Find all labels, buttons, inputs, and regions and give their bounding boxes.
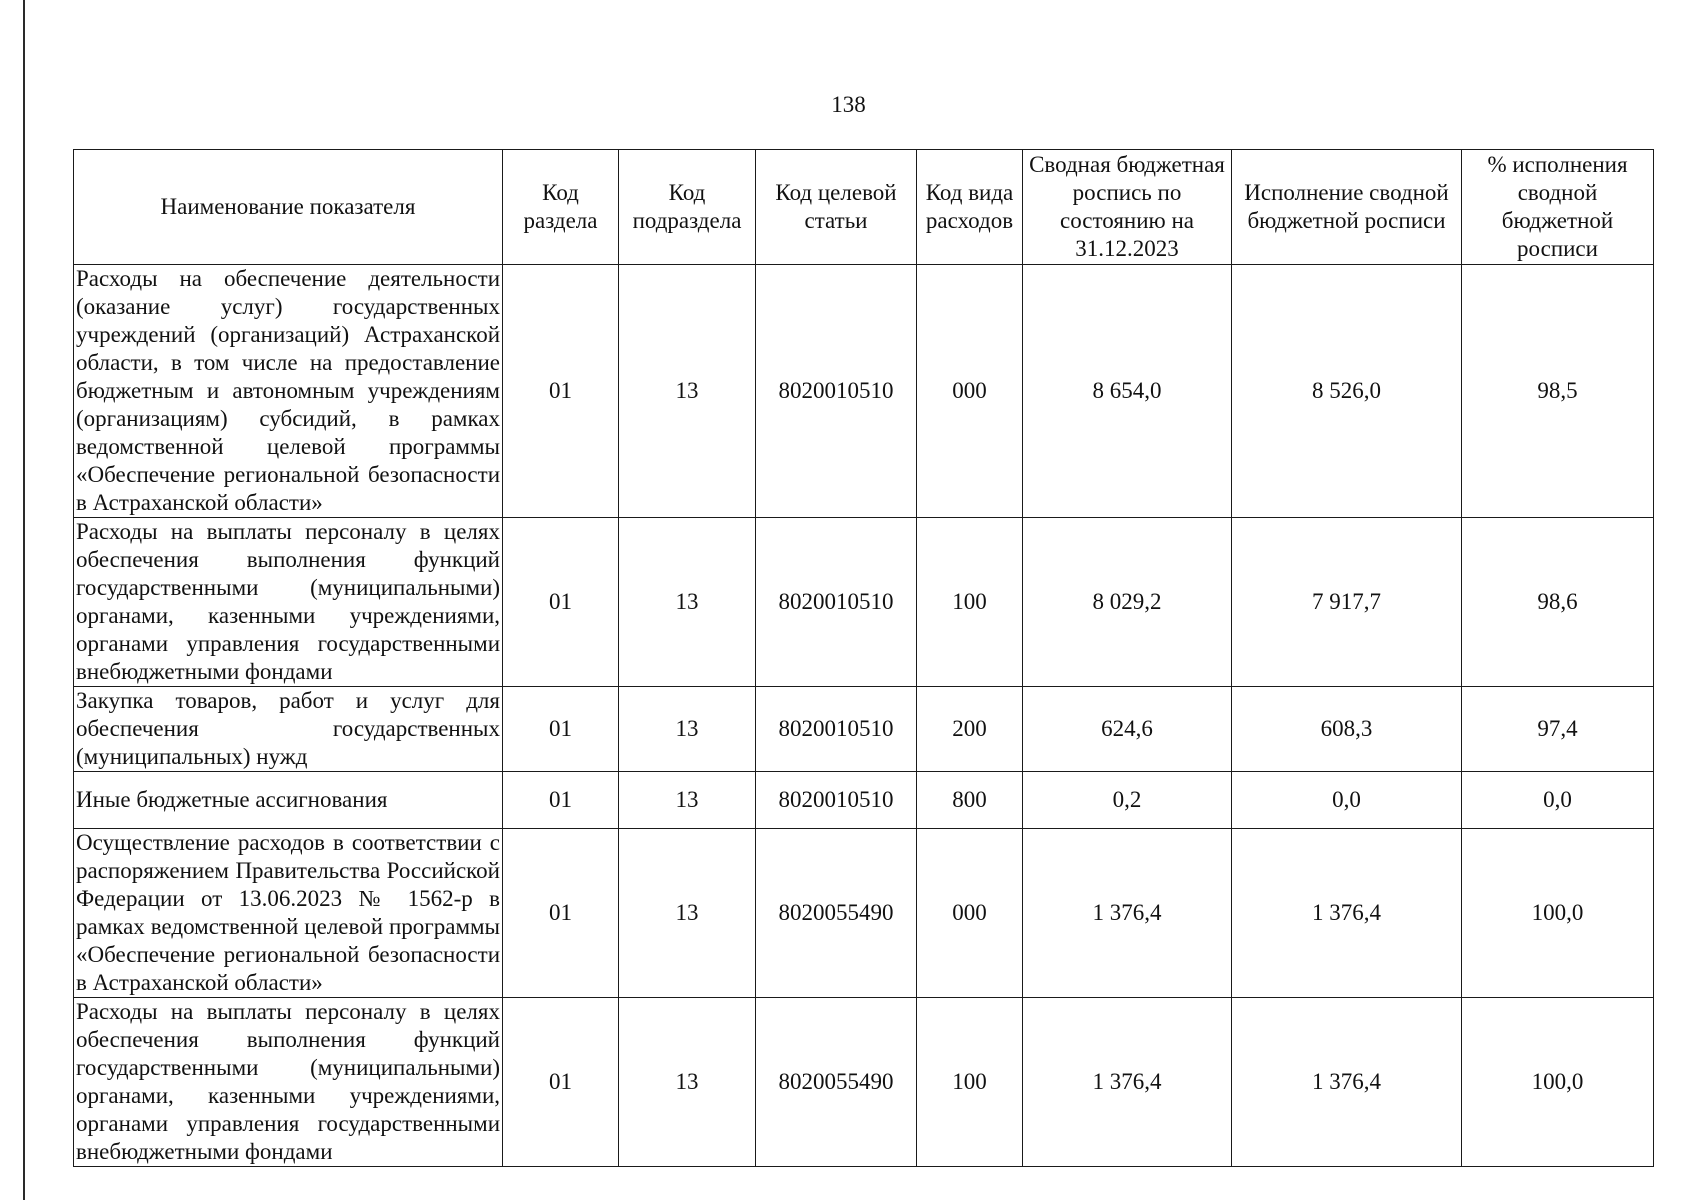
header-subsection-code: Код подраздела bbox=[619, 150, 756, 265]
row-budget-execution: 8 526,0 bbox=[1232, 265, 1462, 518]
row-section-code: 01 bbox=[503, 265, 619, 518]
header-budget-plan: Сводная бюджетная роспись по состоянию на 31.12.2023 bbox=[1023, 150, 1232, 265]
header-budget-execution: Исполнение сводной бюджетной росписи bbox=[1232, 150, 1462, 265]
row-budget-execution: 1 376,4 bbox=[1232, 829, 1462, 998]
row-budget-execution: 1 376,4 bbox=[1232, 998, 1462, 1167]
row-execution-percent: 98,6 bbox=[1462, 518, 1654, 687]
header-execution-percent: % исполнения сводной бюджетной росписи bbox=[1462, 150, 1654, 265]
row-subsection-code: 13 bbox=[619, 998, 756, 1167]
row-subsection-code: 13 bbox=[619, 829, 756, 998]
budget-table bbox=[73, 149, 1654, 1167]
table-header-row bbox=[74, 150, 1654, 265]
row-name: Иные бюджетные ассигнования bbox=[74, 772, 503, 829]
row-name: Осуществление расходов в соответствии с распоряжением Правительства Российской Федерации от 13.06.2023 № 1562-р в рамках ведомственной целевой программы «Обеспечение региональной безопасности в Астраханской области» bbox=[74, 829, 503, 998]
table-row bbox=[74, 998, 1654, 1167]
row-expense-type-code: 000 bbox=[917, 829, 1023, 998]
row-budget-plan: 624,6 bbox=[1023, 687, 1232, 772]
row-execution-percent: 98,5 bbox=[1462, 265, 1654, 518]
row-budget-plan: 0,2 bbox=[1023, 772, 1232, 829]
header-name: Наименование показателя bbox=[74, 150, 503, 265]
row-execution-percent: 100,0 bbox=[1462, 998, 1654, 1167]
row-subsection-code: 13 bbox=[619, 687, 756, 772]
row-target-code: 8020055490 bbox=[756, 998, 917, 1167]
row-budget-execution: 608,3 bbox=[1232, 687, 1462, 772]
row-expense-type-code: 000 bbox=[917, 265, 1023, 518]
row-target-code: 8020010510 bbox=[756, 687, 917, 772]
row-name: Расходы на обеспечение деятельности (оказание услуг) государственных учреждений (организаций) Астраханской области, в том числе на предоставление бюджетным и автономным учреждениям (организациям) субсидий, в рамках ведомственной целевой программы «Обеспечение региональной безопасности в Астраханской области» bbox=[74, 265, 503, 518]
row-target-code: 8020010510 bbox=[756, 772, 917, 829]
page-number: 138 bbox=[831, 92, 866, 117]
row-name: Расходы на выплаты персоналу в целях обеспечения выполнения функций государственными (муниципальными) органами, казенными учреждениями, органами управления государственными внебюджетными фондами bbox=[74, 998, 503, 1167]
row-section-code: 01 bbox=[503, 998, 619, 1167]
left-margin-line bbox=[23, 0, 25, 1200]
row-execution-percent: 97,4 bbox=[1462, 687, 1654, 772]
row-section-code: 01 bbox=[503, 518, 619, 687]
row-target-code: 8020055490 bbox=[756, 829, 917, 998]
table-row bbox=[74, 829, 1654, 998]
row-target-code: 8020010510 bbox=[756, 518, 917, 687]
row-execution-percent: 0,0 bbox=[1462, 772, 1654, 829]
row-budget-execution: 0,0 bbox=[1232, 772, 1462, 829]
table-row bbox=[74, 687, 1654, 772]
row-budget-plan: 8 029,2 bbox=[1023, 518, 1232, 687]
row-expense-type-code: 800 bbox=[917, 772, 1023, 829]
header-section-code: Код раздела bbox=[503, 150, 619, 265]
row-budget-execution: 7 917,7 bbox=[1232, 518, 1462, 687]
row-section-code: 01 bbox=[503, 829, 619, 998]
row-expense-type-code: 200 bbox=[917, 687, 1023, 772]
row-section-code: 01 bbox=[503, 772, 619, 829]
row-budget-plan: 1 376,4 bbox=[1023, 998, 1232, 1167]
table-row bbox=[74, 772, 1654, 829]
row-name: Расходы на выплаты персоналу в целях обеспечения выполнения функций государственными (муниципальными) органами, казенными учреждениями, органами управления государственными внебюджетными фондами bbox=[74, 518, 503, 687]
row-budget-plan: 1 376,4 bbox=[1023, 829, 1232, 998]
row-section-code: 01 bbox=[503, 687, 619, 772]
table-row bbox=[74, 518, 1654, 687]
row-expense-type-code: 100 bbox=[917, 518, 1023, 687]
row-subsection-code: 13 bbox=[619, 772, 756, 829]
row-budget-plan: 8 654,0 bbox=[1023, 265, 1232, 518]
table-row bbox=[74, 265, 1654, 518]
row-subsection-code: 13 bbox=[619, 518, 756, 687]
header-target-code: Код целевой статьи bbox=[756, 150, 917, 265]
header-expense-type-code: Код вида расходов bbox=[917, 150, 1023, 265]
row-name: Закупка товаров, работ и услуг для обеспечения государственных (муниципальных) нужд bbox=[74, 687, 503, 772]
row-target-code: 8020010510 bbox=[756, 265, 917, 518]
row-expense-type-code: 100 bbox=[917, 998, 1023, 1167]
row-subsection-code: 13 bbox=[619, 265, 756, 518]
row-execution-percent: 100,0 bbox=[1462, 829, 1654, 998]
